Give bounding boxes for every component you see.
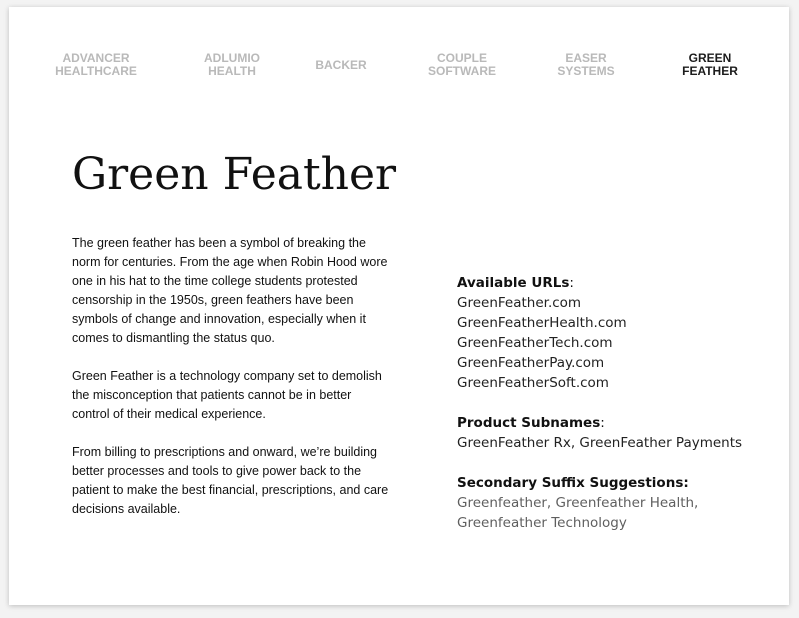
subnames-heading: Product Subnames (457, 415, 601, 431)
url-item: GreenFeatherHealth.com (457, 315, 627, 331)
suffix-line: Greenfeather Technology (457, 515, 627, 531)
url-item: GreenFeatherTech.com (457, 335, 613, 351)
subnames-value: GreenFeather Rx, GreenFeather Payments (457, 435, 743, 451)
subnames-section: Product Subnames: GreenFeather Rx, GreenFeather Payments (457, 413, 777, 453)
suffix-line: Greenfeather, Greenfeather Health, (457, 495, 699, 511)
url-item: GreenFeatherPay.com (457, 355, 605, 371)
nav-item-backer[interactable]: BACKER (315, 58, 367, 72)
urls-heading: Available URLs (457, 275, 570, 291)
nav-item-easer-systems[interactable]: EASER SYSTEMS (557, 51, 615, 78)
brand-info (457, 273, 777, 553)
suffixes-section (457, 473, 777, 533)
url-item: GreenFeatherSoft.com (457, 375, 609, 391)
page-title: Green Feather (72, 149, 397, 200)
nav-item-couple-software[interactable]: COUPLE SOFTWARE (428, 51, 496, 78)
paragraph-mission: From billing to prescriptions and onward, we’re building better processes and tools to give power back to the patient to make the best financial, prescriptions, and care decisions available. (72, 445, 389, 516)
nav-item-adlumio-health[interactable]: ADLUMIO HEALTH (204, 51, 260, 78)
description (72, 234, 392, 538)
paragraph-company: Green Feather is a technology company set to demolish the misconception that patients cannot be in better control of their medical experience. (72, 369, 382, 421)
nav-item-green-feather[interactable]: GREEN FEATHER (682, 51, 738, 78)
url-item: GreenFeather.com (457, 295, 582, 311)
suffixes-heading: Secondary Suffix Suggestions: (457, 475, 689, 491)
brand-card (9, 7, 789, 605)
urls-section: Available URLs: GreenFeather.com GreenFeatherHealth.com GreenFeatherTech.com GreenFeatherPay.com GreenFeatherSoft.com (457, 273, 777, 393)
brand-nav (9, 52, 789, 82)
nav-item-advancer-healthcare[interactable]: ADVANCER HEALTHCARE (55, 51, 137, 78)
paragraph-symbol: The green feather has been a symbol of breaking the norm for centuries. From the age when Robin Hood wore one in his hat to the time college students protested censorship in the 1950s, green feathers have been symbols of change and innovation, especially when it comes to dismantling the status quo. (72, 236, 388, 345)
